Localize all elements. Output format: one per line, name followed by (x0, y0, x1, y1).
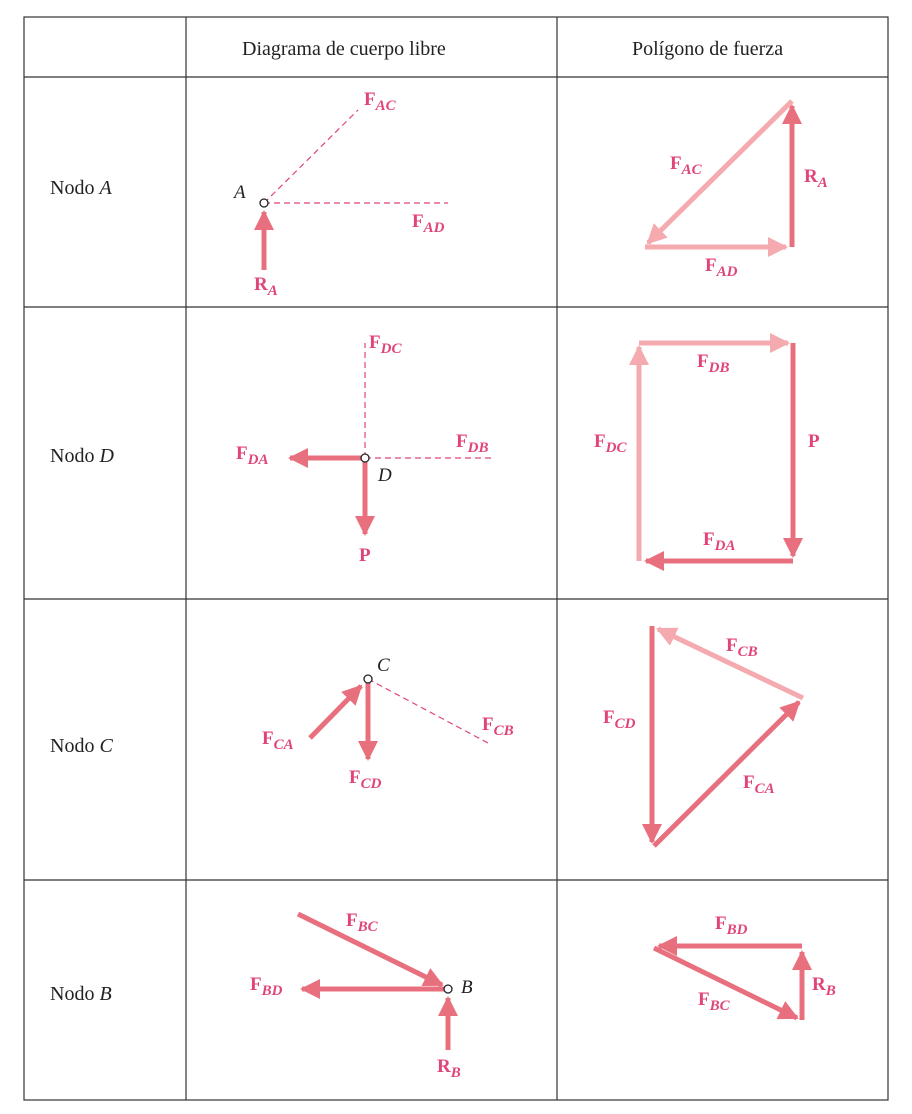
polygon-label-fbc: $F_{BC}$ (698, 989, 730, 1014)
polygon-label-fca: $F_{CA}$ (743, 772, 775, 797)
label-fac: $F_{AC}$ (364, 89, 396, 114)
label-ra: $R_A$ (254, 274, 278, 299)
fbd-node-d (236, 332, 492, 566)
header-free-body-diagram: Diagrama de cuerpo libre (242, 38, 446, 60)
polygon-label-p: P (808, 431, 820, 452)
arrow-fca (310, 686, 361, 738)
polygon-label-rb: $R_B$ (812, 974, 836, 999)
polygon-node-b (654, 913, 836, 1020)
label-fdc: $F_{DC}$ (369, 332, 402, 357)
row-label-node-b: Nodo B (50, 983, 112, 1005)
polygon-label-fda: $F_{DA}$ (703, 529, 736, 554)
label-rb: $R_B$ (437, 1056, 461, 1081)
polygon-node-c (603, 626, 803, 846)
label-fdb: $F_{DB}$ (456, 431, 489, 456)
label-fcb: $F_{CB}$ (482, 714, 514, 739)
joint-a (260, 199, 268, 207)
label-fbd: $F_{BD}$ (250, 974, 283, 999)
point-label-a: A (234, 182, 246, 203)
polygon-label-fdc: $F_{DC}$ (594, 431, 627, 456)
point-label-d: D (378, 465, 392, 486)
joint-b (444, 985, 452, 993)
fbd-node-b (250, 910, 473, 1081)
polygon-label-ra: $R_A$ (804, 166, 828, 191)
label-fca: $F_{CA}$ (262, 728, 294, 753)
fbd-node-a (232, 89, 448, 299)
row-label-node-a: Nodo A (50, 177, 112, 199)
label-fcd: $F_{CD}$ (349, 767, 382, 792)
line-of-action-fcb (368, 679, 488, 743)
fbd-node-c (262, 655, 514, 792)
polygon-node-a (645, 101, 828, 280)
row-label-node-d: Nodo D (50, 445, 114, 467)
polygon-label-fac: $F_{AC}$ (670, 153, 702, 178)
header-force-polygon: Polígono de fuerza (632, 38, 784, 60)
polygon-label-fcd: $F_{CD}$ (603, 707, 636, 732)
line-of-action-fac (264, 110, 358, 203)
point-label-c: C (377, 655, 390, 676)
label-fad: $F_{AD}$ (412, 211, 445, 236)
polygon-label-fdb: $F_{DB}$ (697, 351, 730, 376)
joint-d (361, 454, 369, 462)
label-fbc: $F_{BC}$ (346, 910, 378, 935)
polygon-label-fcb: $F_{CB}$ (726, 635, 758, 660)
polygon-node-d (594, 343, 820, 561)
row-label-node-c: Nodo C (50, 735, 113, 757)
polygon-label-fad: $F_{AD}$ (705, 255, 738, 280)
label-p: P (359, 545, 371, 566)
polygon-arrow-fca (654, 702, 799, 846)
point-label-b: B (461, 977, 473, 998)
label-fda: $F_{DA}$ (236, 443, 269, 468)
polygon-label-fbd: $F_{BD}$ (715, 913, 748, 938)
joint-c (364, 675, 372, 683)
